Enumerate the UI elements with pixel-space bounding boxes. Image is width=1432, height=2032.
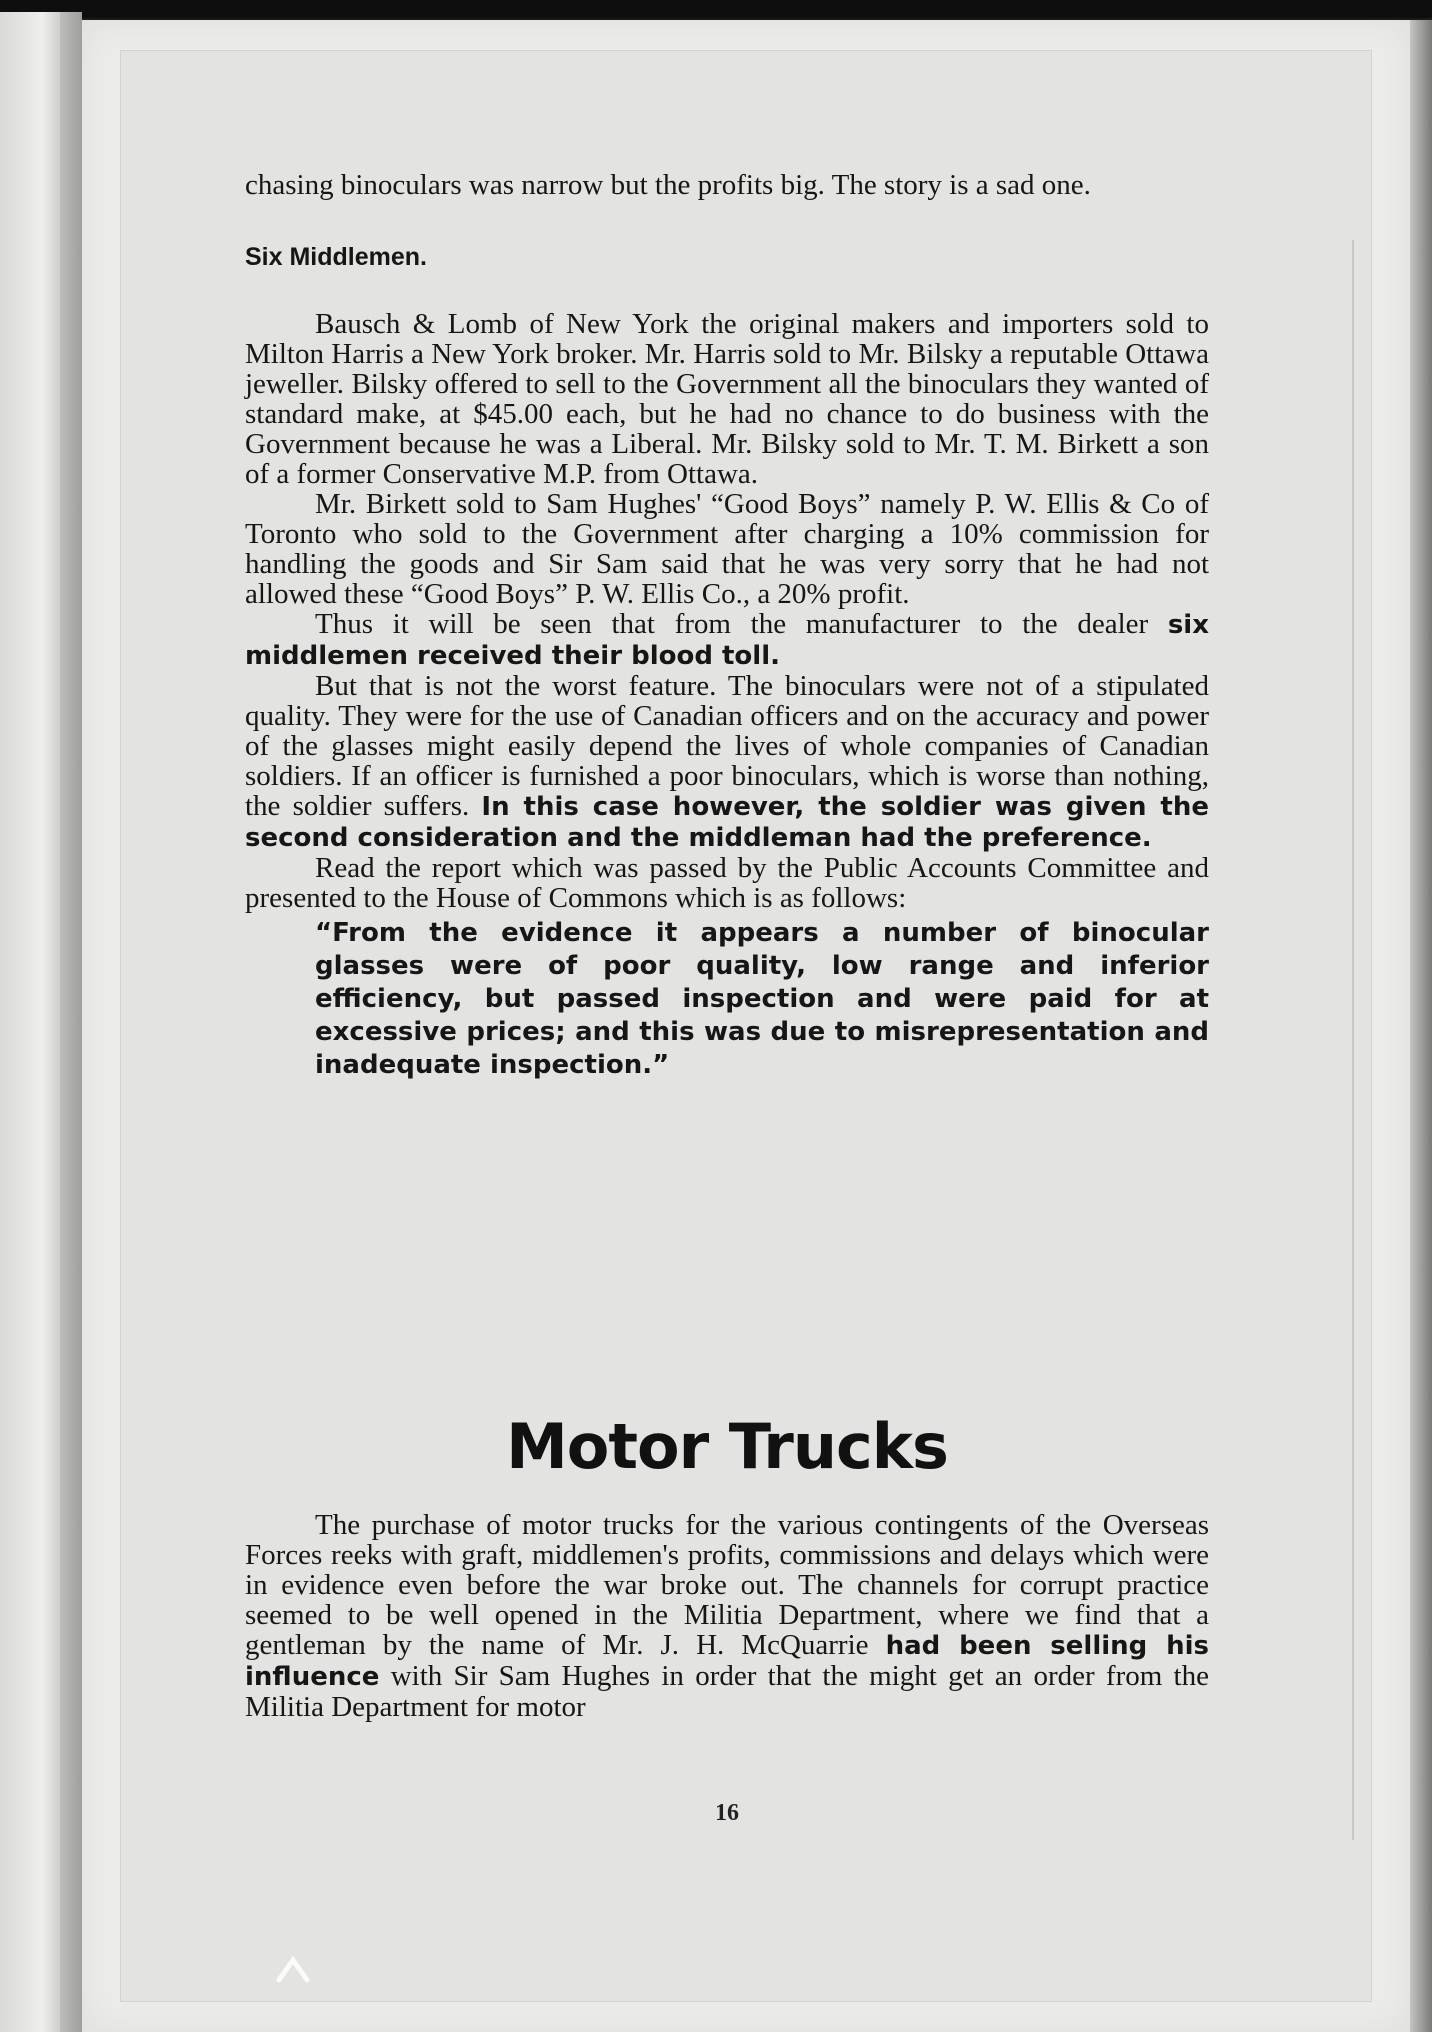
scan-mark-icon — [275, 1950, 311, 1986]
paragraph-motor-trucks — [245, 1510, 1209, 1722]
paragraph-birkett: Mr. Birkett sold to Sam Hughes' “Good Boys” namely P. W. Ellis & Co of Toronto who sold to the Government after charging a 10% commission for handling the goods and Sir Sam said that he was very sorry that he had not allowed these “Good Boys” P. W. Ellis Co., a 20% profit. — [245, 488, 1209, 610]
paragraph-bausch-lomb: Bausch & Lomb of New York the original makers and importers sold to Milton Harris a New York broker. Mr. Harris sold to Mr. Bilsky a reputable Ottawa jeweller. Bilsky offered to sell to the Government all the binoculars they wanted of standard make, at $45.00 each, but he had no chance to do business with the Government because he was a Liberal. Mr. Bilsky sold to Mr. T. M. Birkett a son of a former Conservative M.P. from Ottawa. — [245, 308, 1209, 490]
paragraph-worst-feature-text: But that is not the worst feature. The binoculars were not of a stipulated quality. They were for the use of Canadian officers and on the accuracy and power of the glasses might easily depend the lives of whole companies of Canadian soldiers. If an officer is furnished a poor binoculars, which is worse than nothing, the soldier suffers. — [245, 670, 1209, 822]
paragraph-worst-feature-bold: In this case however, the soldier was given the second consideration and the middleman had the preference. — [245, 792, 1210, 853]
paragraph-motor-trucks-text: The purchase of motor trucks for the various contingents of the Overseas Forces reeks with graft, middlemen's profits, commissions and delays which were in evidence even before the war broke out. The channels for corrupt practice seemed to be well opened in the Militia Department, where we find that a gentleman by the name of Mr. J. H. McQuarrie — [245, 1509, 1209, 1661]
scan-top-border — [0, 0, 1432, 18]
scan-left-board — [0, 12, 60, 2032]
section-heading: Six Middlemen. — [245, 243, 427, 271]
section-title-motor-trucks: Motor Trucks — [506, 1410, 948, 1483]
paragraph-motor-trucks-tail: with Sir Sam Hughes in order that the might get an order from the Militia Department for motor — [245, 1660, 1209, 1723]
paragraph-motor-trucks-bold: had been selling his influence — [245, 1631, 1210, 1692]
page-number: 16 — [715, 1800, 739, 1826]
paragraph-six-middlemen-text: Thus it will be seen that from the manufacturer to the dealer — [315, 608, 1149, 640]
page-fold-shadow — [1352, 240, 1354, 1840]
upper-text-column — [245, 170, 1209, 1082]
scan-right-edge — [1410, 20, 1432, 2032]
paragraph-six-middlemen — [245, 609, 1209, 671]
paragraph-six-middlemen-bold: six middlemen received their blood toll. — [245, 610, 1209, 671]
intro-paragraph: chasing binoculars was narrow but the profits big. The story is a sad one. — [245, 169, 1091, 201]
committee-quote: “From the evidence it appears a number of binocular glasses were of poor quality, low range and inferior efficiency, but passed inspection and were paid for at excessive prices; and this was due to misrepresentation and inadequate inspection.” — [315, 918, 1209, 1080]
paragraph-worst-feature — [245, 671, 1209, 853]
lower-text-column — [245, 1510, 1209, 1722]
paragraph-report-intro: Read the report which was passed by the Public Accounts Committee and presented to the House of Commons which is as follows: — [245, 852, 1209, 914]
scan-left-gap — [60, 12, 82, 2032]
